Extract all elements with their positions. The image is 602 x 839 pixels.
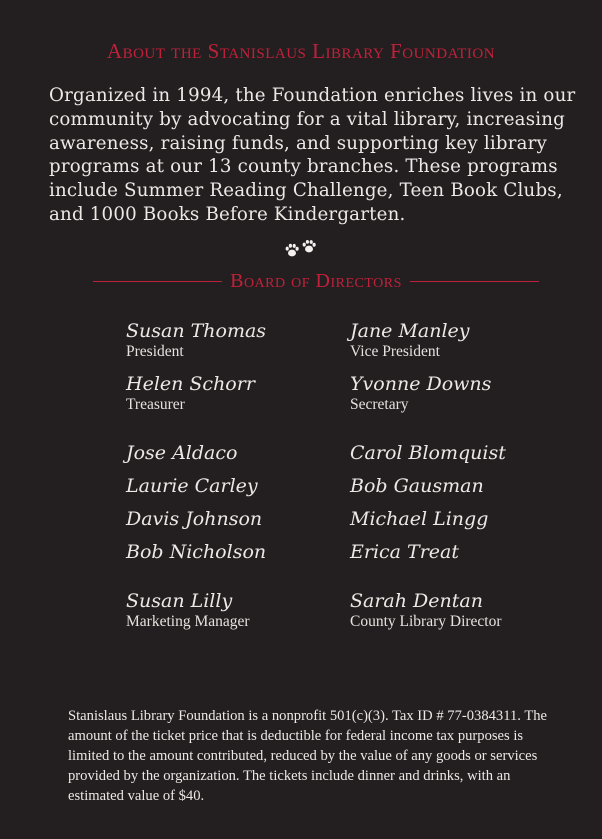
about-heading: About the Stanislaus Library Foundation: [106, 39, 496, 63]
member-name: Carol Blomquist: [350, 442, 506, 464]
board-member: [350, 442, 506, 465]
member-name: Michael Lingg: [350, 508, 489, 530]
board-member: [126, 442, 237, 465]
member-name: Bob Nicholson: [126, 541, 267, 563]
staff-role: County Library Director: [350, 613, 502, 630]
officer-role: Vice President: [350, 343, 440, 360]
officer-role: President: [126, 343, 184, 360]
board-member: [350, 475, 484, 498]
officer-name: Yvonne Downs: [350, 373, 492, 395]
divider-line-right: [410, 281, 539, 282]
staff-name: Susan Lilly: [126, 590, 233, 612]
tax-disclaimer: Stanislaus Library Foundation is a nonprofit 501(c)(3). Tax ID # 77-0384311. The amount of the ticket price that is deductible for federal income tax purposes is limited to the amount contributed, reduced by the value of any goods or services provided by the organization. The tickets include dinner and drinks, with an estimated value of $40.: [68, 708, 548, 804]
board-heading: Board of Directors: [230, 269, 402, 292]
officer-role: Treasurer: [126, 396, 185, 413]
staff-name: Sarah Dentan: [350, 590, 483, 612]
member-name: Davis Johnson: [126, 508, 263, 530]
officer-role: Secretary: [350, 396, 409, 413]
officer-name: Helen Schorr: [126, 373, 255, 395]
member-name: Erica Treat: [350, 541, 459, 563]
board-heading-row: [93, 268, 539, 294]
member-name: Jose Aldaco: [126, 442, 238, 464]
board-member: [126, 508, 262, 531]
board-member: [126, 541, 266, 564]
officer-treasurer: [126, 373, 255, 414]
officer-president: [126, 320, 266, 361]
member-name: Laurie Carley: [126, 475, 258, 497]
member-name: Bob Gausman: [350, 475, 484, 497]
about-paragraph: Organized in 1994, the Foundation enriches lives in our community by advocating for a vital library, increasing awareness, raising funds, and supporting key library programs at our 13 county branches. These programs include Summer Reading Challenge, Teen Book Clubs, and 1000 Books Before Kindergarten.: [49, 85, 576, 225]
board-member: [126, 475, 258, 498]
officer-name: Susan Thomas: [126, 320, 267, 342]
board-member: [350, 508, 488, 531]
officer-vice-president: [350, 320, 470, 361]
staff-role: Marketing Manager: [126, 613, 250, 630]
staff-county-library-director: [350, 590, 502, 631]
board-member: [350, 541, 459, 564]
officer-secretary: [350, 373, 491, 414]
paw-prints-icon: [0, 240, 602, 265]
officer-name: Jane Manley: [350, 320, 470, 342]
divider-line-left: [93, 281, 222, 282]
staff-marketing-manager: [126, 590, 250, 631]
